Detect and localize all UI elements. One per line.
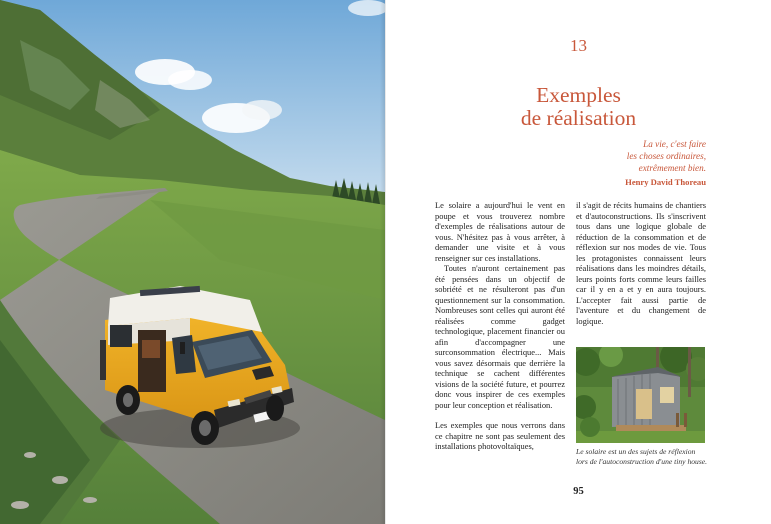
body-paragraph: Toutes n'auront certainement pas été pensées dans un objectif de sobriété et ne résulteront pas d'un questionnement sur la consommation. Nombreuses sont celles qui auront été réalisées comme gadget technologique, placement financier ou afin d'accompagner une surconsommation électrique... Mais vous savez désormais que derrière la technique se cachent différentes visions de la société future, et pourrez donc vous inspirer de ces exemples pour leur conception et réalisation.: [435, 263, 565, 410]
tiny-house-photo: [576, 347, 705, 443]
epigraph-author: Henry David Thoreau: [625, 177, 706, 187]
epigraph-quote: [506, 138, 706, 175]
body-column-right: [576, 200, 706, 326]
body-paragraph: Le solaire a aujourd'hui le vent en poupe et vous trouverez nombre d'exemples de réalisations autour de vous. N'hésitez pas à vous arrêter, à demander une visite et à vous renseigner sur ces installations.: [435, 200, 565, 263]
chapter-number: 13: [570, 36, 587, 55]
camper-van-mountain-photo: [0, 0, 385, 524]
caption-line: Le solaire est un des sujets de réflexion: [576, 447, 696, 456]
body-paragraph: Les exemples que nous verrons dans ce chapitre ne sont pas seulement des installations photovoltaïques,: [435, 420, 565, 451]
body-paragraph: il s'agit de récits humains de chantiers et d'autoconstructions. Ils s'inscrivent tous dans une logique globale de réduction de la consommation et de réflexion sur nos modes de vie. Tous les protagonistes connaissent leurs réalisations dans les moindres détails, leurs points forts comme leurs failles car il y en a et y en aura toujours. L'accepter fait aussi partie de l'aventure et du changement de logique.: [576, 200, 706, 326]
chapter-title-line-1: Exemples: [536, 83, 621, 107]
text-page: [386, 0, 771, 524]
caption-line: lors de l'autoconstruction d'une tiny house.: [576, 457, 708, 466]
epigraph-line: extrêmement bien.: [638, 163, 706, 174]
figure-caption: [576, 447, 734, 467]
chapter-title: [386, 84, 771, 130]
epigraph-line: les choses ordinaires,: [626, 151, 706, 162]
chapter-title-line-2: de réalisation: [520, 106, 637, 130]
body-column-left: [435, 200, 565, 452]
epigraph-line: La vie, c'est faire: [643, 139, 706, 149]
page-number: 95: [573, 486, 584, 497]
